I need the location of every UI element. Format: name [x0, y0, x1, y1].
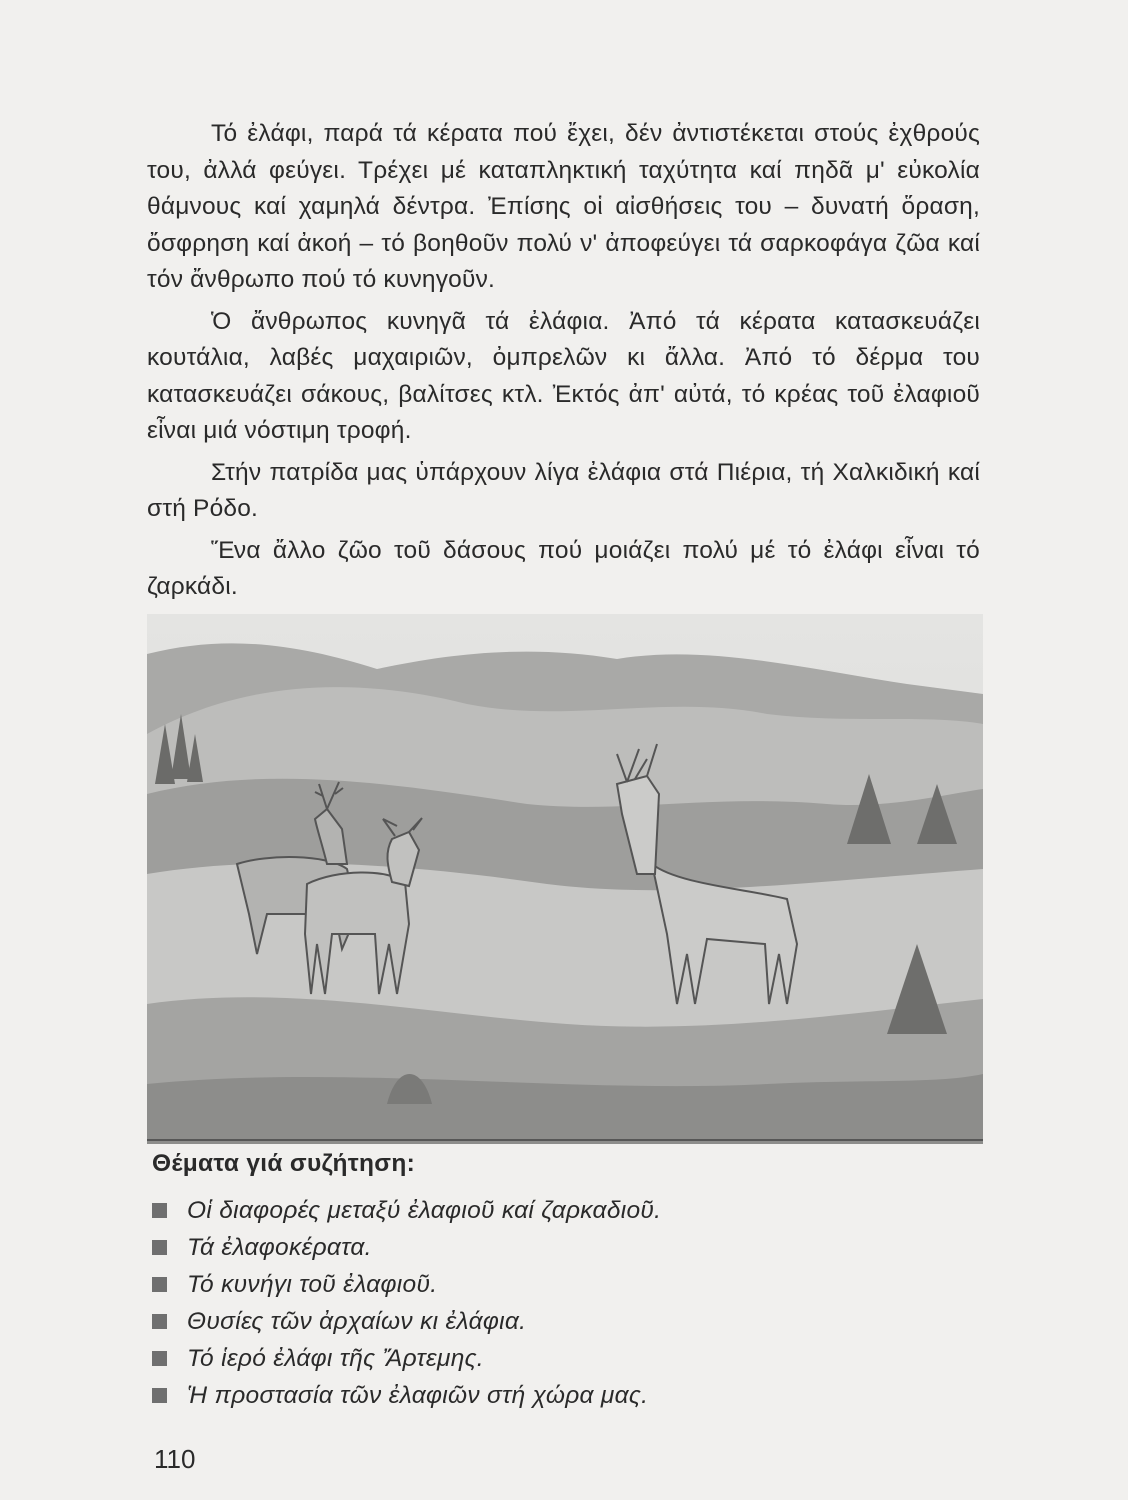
paragraph: Τό ἐλάφι, παρά τά κέρατα πού ἔχει, δέν ἀντιστέκεται στούς ἐχθρούς του, ἀλλά φεύγει. Τρέχει μέ καταπληκτική ταχύτητα καί πηδᾶ μ' εὐκολία θάμνους καί χαμηλά δέντρα. Ἐπίσης οἱ αἰσθήσεις του – δυνατή ὅραση, ὄσφρηση καί ἀκοή – τό βοηθοῦν πολύ ν' ἀποφεύγει τά σαρκοφάγα ζῶα καί τόν ἄνθρωπο πού τό κυνηγοῦν.	[147, 120, 980, 293]
square-bullet-icon	[152, 1240, 167, 1255]
square-bullet-icon	[152, 1388, 167, 1403]
topic-item	[152, 1377, 972, 1414]
topic-item	[152, 1229, 972, 1266]
topic-item	[152, 1303, 972, 1340]
topic-text: Τό ἱερό ἐλάφι τῆς Ἄρτεμης.	[187, 1344, 484, 1372]
discussion-topics	[152, 1150, 972, 1414]
topics-title: Θέματα γιά συζήτηση:	[152, 1150, 416, 1177]
paragraph: Ὁ ἄνθρωπος κυνηγᾶ τά ἐλάφια. Ἀπό τά κέρατα κατασκευάζει κουτάλια, λαβές μαχαιριῶν, ὀμπρελῶν κι ἄλλα. Ἀπό τό δέρμα του κατασκευάζει σάκους, βαλίτσες κτλ. Ἐκτός ἀπ' αὐτά, τό κρέας τοῦ ἐλαφιοῦ εἶναι μιά νόστιμη τροφή.	[147, 307, 980, 444]
topic-item	[152, 1192, 972, 1229]
topic-item	[152, 1340, 972, 1377]
paragraph: Ἕνα ἄλλο ζῶο τοῦ δάσους πού μοιάζει πολύ μέ τό ἐλάφι εἶναι τό ζαρκάδι.	[147, 536, 980, 600]
deer-landscape-illustration	[147, 614, 983, 1144]
body-text	[147, 116, 980, 611]
topic-item	[152, 1266, 972, 1303]
topic-text: Τό κυνήγι τοῦ ἐλαφιοῦ.	[187, 1270, 438, 1298]
topic-text: Θυσίες τῶν ἀρχαίων κι ἐλάφια.	[187, 1307, 527, 1335]
page-number: 110	[154, 1444, 196, 1474]
topic-text: Οἱ διαφορές μεταξύ ἐλαφιοῦ καί ζαρκαδιοῦ.	[187, 1196, 662, 1224]
square-bullet-icon	[152, 1203, 167, 1218]
ground-shade	[147, 1074, 983, 1144]
topic-text: Τά ἐλαφοκέρατα.	[187, 1233, 372, 1261]
square-bullet-icon	[152, 1314, 167, 1329]
square-bullet-icon	[152, 1277, 167, 1292]
topic-text: Ἡ προστασία τῶν ἐλαφιῶν στή χώρα μας.	[187, 1381, 649, 1409]
paragraph: Στήν πατρίδα μας ὑπάρχουν λίγα ἐλάφια στά Πιέρια, τή Χαλκιδική καί στή Ρόδο.	[147, 458, 980, 522]
square-bullet-icon	[152, 1351, 167, 1366]
